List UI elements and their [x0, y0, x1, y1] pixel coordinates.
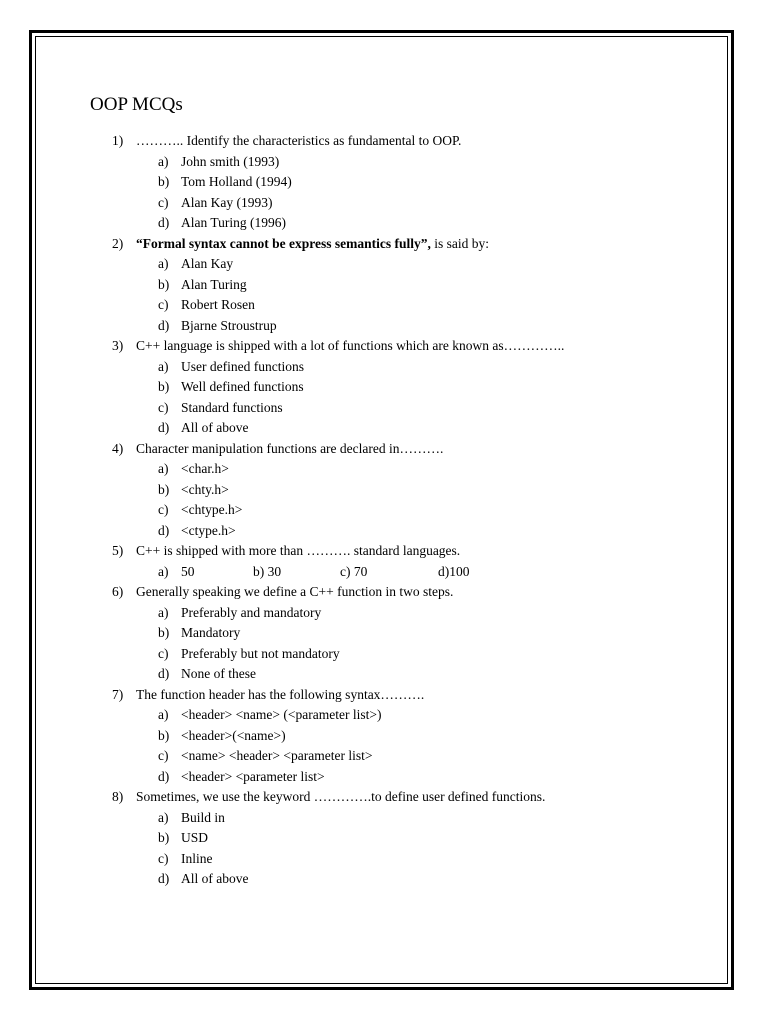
option-3c [0, 398, 768, 419]
option-letter: a) [158, 604, 169, 620]
question-text: The function header has the following syntax………. [136, 686, 425, 702]
option-text: Standard functions [181, 399, 283, 415]
option-letter: a) [158, 358, 169, 374]
option-text: All of above [181, 420, 249, 435]
option-letter: c) [158, 502, 169, 517]
option-text: Mandatory [181, 625, 241, 640]
question-7 [0, 685, 768, 706]
question-quote: “Formal syntax cannot be express semantics fully”, [136, 235, 431, 251]
option-letter: d) [158, 317, 170, 333]
option-4a [0, 459, 768, 480]
option-text: Preferably and mandatory [181, 604, 322, 620]
option-5b: b) 30 [253, 563, 282, 579]
option-5d: d)100 [438, 563, 470, 579]
options-5-inline [0, 562, 768, 583]
option-text: <char.h> [181, 461, 229, 476]
option-text: John smith (1993) [181, 153, 280, 169]
option-letter: c) [158, 399, 169, 415]
option-letter: b) [158, 625, 170, 640]
option-text: Well defined functions [181, 379, 304, 394]
question-text: ……….. Identify the characteristics as fundamental to OOP. [136, 133, 462, 148]
option-text: Tom Holland (1994) [181, 174, 292, 189]
option-6d [0, 664, 768, 685]
option-2d [0, 316, 768, 337]
question-text: Character manipulation functions are declared in………. [136, 440, 444, 456]
option-letter: b) [158, 174, 170, 189]
option-letter: c) [158, 645, 169, 661]
option-letter: d) [158, 420, 170, 435]
question-text: C++ language is shipped with a lot of functions which are known as………….. [136, 338, 565, 353]
option-letter: d) [158, 768, 170, 784]
option-4c [0, 500, 768, 521]
option-letter: d) [158, 666, 170, 681]
option-letter: c) [158, 297, 169, 312]
option-letter: a) [158, 256, 169, 271]
option-2a [0, 254, 768, 275]
option-6b [0, 623, 768, 644]
option-letter: a) [158, 153, 169, 169]
option-text: All of above [181, 871, 249, 886]
option-text: Preferably but not mandatory [181, 645, 340, 661]
question-text-rest: is said by: [430, 235, 490, 251]
question-text: C++ is shipped with more than ………. standard languages. [136, 543, 461, 558]
option-letter: a) [158, 563, 169, 579]
question-number: 2) [112, 235, 124, 251]
option-text: Alan Kay [181, 256, 234, 271]
option-text: <header>(<name>) [181, 727, 286, 743]
option-1d [0, 213, 768, 234]
option-text: Alan Turing (1996) [181, 215, 287, 230]
question-number: 7) [112, 686, 124, 702]
question-3 [0, 336, 768, 357]
question-number: 8) [112, 789, 124, 804]
option-7c [0, 746, 768, 767]
option-text: Bjarne Stroustrup [181, 317, 277, 333]
option-text: None of these [181, 666, 256, 681]
option-letter: d) [158, 871, 170, 886]
option-7b [0, 726, 768, 747]
option-letter: c) [158, 850, 169, 866]
option-letter: b) [158, 276, 170, 292]
option-letter: b) [158, 379, 170, 394]
option-text: <name> <header> <parameter list> [181, 748, 373, 763]
question-number: 6) [112, 584, 124, 599]
question-number: 3) [112, 338, 124, 353]
option-3d [0, 418, 768, 439]
option-4d [0, 521, 768, 542]
document-title: OOP MCQs [90, 94, 183, 115]
question-2 [0, 234, 768, 255]
option-1b [0, 172, 768, 193]
option-text: Build in [181, 809, 225, 825]
option-text: Alan Kay (1993) [181, 194, 273, 210]
option-letter: c) [158, 748, 169, 763]
option-3b [0, 377, 768, 398]
option-text: 50 [181, 563, 195, 579]
option-text: USD [181, 830, 209, 845]
question-list [0, 131, 768, 890]
option-text: <ctype.h> [181, 522, 236, 538]
option-1a [0, 152, 768, 173]
question-8 [0, 787, 768, 808]
question-number: 5) [112, 543, 124, 558]
option-letter: c) [158, 194, 169, 210]
question-text: Generally speaking we define a C++ function in two steps. [136, 584, 454, 599]
option-text: <chtype.h> [181, 502, 243, 517]
option-letter: a) [158, 707, 169, 722]
option-5c: c) 70 [340, 563, 368, 579]
option-text: User defined functions [181, 358, 304, 374]
option-text: Robert Rosen [181, 297, 255, 312]
option-text: <header> <parameter list> [181, 768, 325, 784]
option-letter: a) [158, 461, 169, 476]
option-4b [0, 480, 768, 501]
question-number: 1) [112, 133, 124, 148]
option-8b [0, 828, 768, 849]
option-text: <chty.h> [181, 481, 229, 497]
option-letter: b) [158, 481, 170, 497]
question-text: Sometimes, we use the keyword ………….to define user defined functions. [136, 789, 546, 804]
option-letter: b) [158, 830, 170, 845]
option-2b [0, 275, 768, 296]
question-number: 4) [112, 440, 124, 456]
option-7d [0, 767, 768, 788]
option-letter: d) [158, 522, 170, 538]
option-6c [0, 644, 768, 665]
option-8a [0, 808, 768, 829]
option-2c [0, 295, 768, 316]
question-4 [0, 439, 768, 460]
option-text: <header> <name> (<parameter list>) [181, 707, 382, 722]
option-7a [0, 705, 768, 726]
option-1c [0, 193, 768, 214]
option-text: Inline [181, 850, 213, 866]
option-8c [0, 849, 768, 870]
question-6 [0, 582, 768, 603]
option-6a [0, 603, 768, 624]
question-5 [0, 541, 768, 562]
option-letter: d) [158, 215, 170, 230]
option-text: Alan Turing [181, 276, 247, 292]
option-letter: b) [158, 727, 170, 743]
question-text [136, 234, 489, 255]
question-1 [0, 131, 768, 152]
option-8d [0, 869, 768, 890]
option-3a [0, 357, 768, 378]
option-letter: a) [158, 809, 169, 825]
